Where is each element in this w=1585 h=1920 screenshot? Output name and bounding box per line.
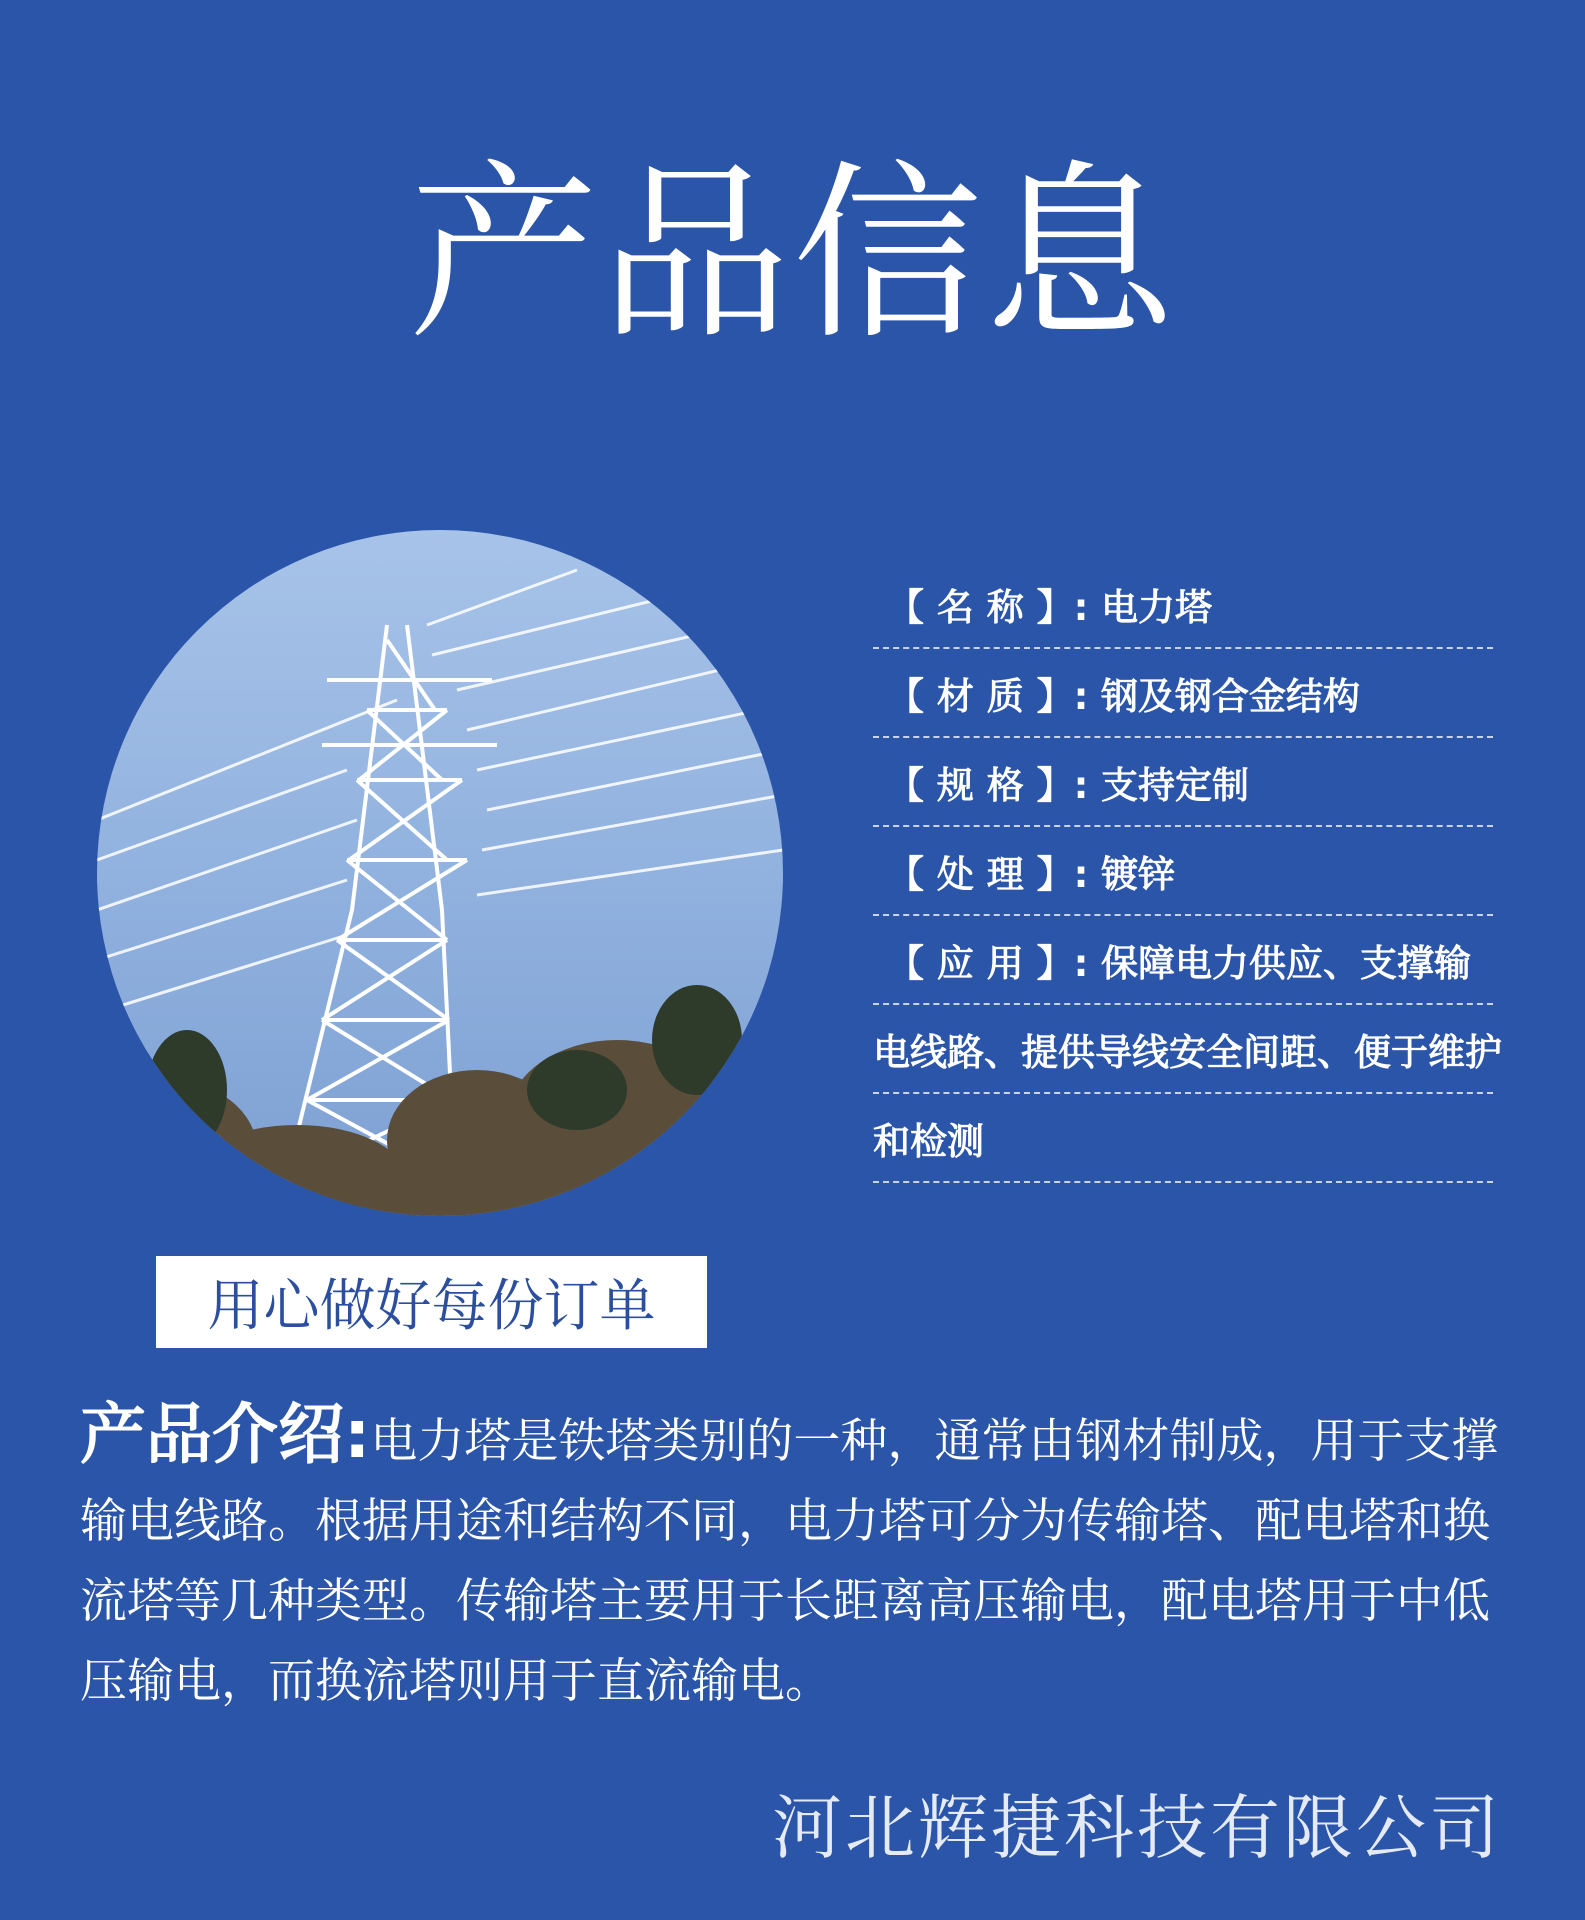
slogan-banner xyxy=(156,1256,707,1348)
intro-label: 产品介绍: xyxy=(80,1396,371,1473)
company-name: 河北辉捷科技有限公司 xyxy=(772,1787,1502,1869)
spec-row-material xyxy=(873,649,1493,738)
spec-value: 镀锌 xyxy=(1101,852,1175,896)
spec-key: 【 名 称 】: xyxy=(887,585,1089,629)
spec-key: 【 处 理 】: xyxy=(887,852,1089,896)
product-intro xyxy=(80,1395,1510,1722)
spec-row-application xyxy=(873,916,1493,1005)
spec-application-continued: 电线路、提供导线安全间距、便于维护 xyxy=(873,1005,1493,1094)
power-tower-photo xyxy=(97,530,783,1216)
spec-application-continued: 和检测 xyxy=(873,1094,1493,1183)
spec-value: 保障电力供应、支撑输 xyxy=(1101,941,1471,985)
spec-value: 电力塔 xyxy=(1101,585,1212,629)
page-title: 产品信息 xyxy=(408,144,1177,365)
spec-key: 【 应 用 】: xyxy=(887,941,1089,985)
spec-key: 【 规 格 】: xyxy=(887,763,1089,807)
spec-value: 钢及钢合金结构 xyxy=(1101,674,1360,718)
spec-row-treatment xyxy=(873,827,1493,916)
spec-list xyxy=(873,560,1502,1183)
spec-value: 支持定制 xyxy=(1101,763,1249,807)
spec-key: 【 材 质 】: xyxy=(887,674,1089,718)
slogan-text: 用心做好每份订单 xyxy=(207,1274,656,1339)
spec-row-name xyxy=(873,560,1493,649)
spec-row-specification xyxy=(873,738,1493,827)
intro-text: 电力塔是铁塔类别的一种，通常由钢材制成，用于支撑输电线路。根据用途和结构不同，电力塔可分为传输塔、配电塔和换流塔等几种类型。传输塔主要用于长距离高压输电，配电塔用于中低压输电，而换流塔则用于直流输电。 xyxy=(80,1414,1499,1709)
